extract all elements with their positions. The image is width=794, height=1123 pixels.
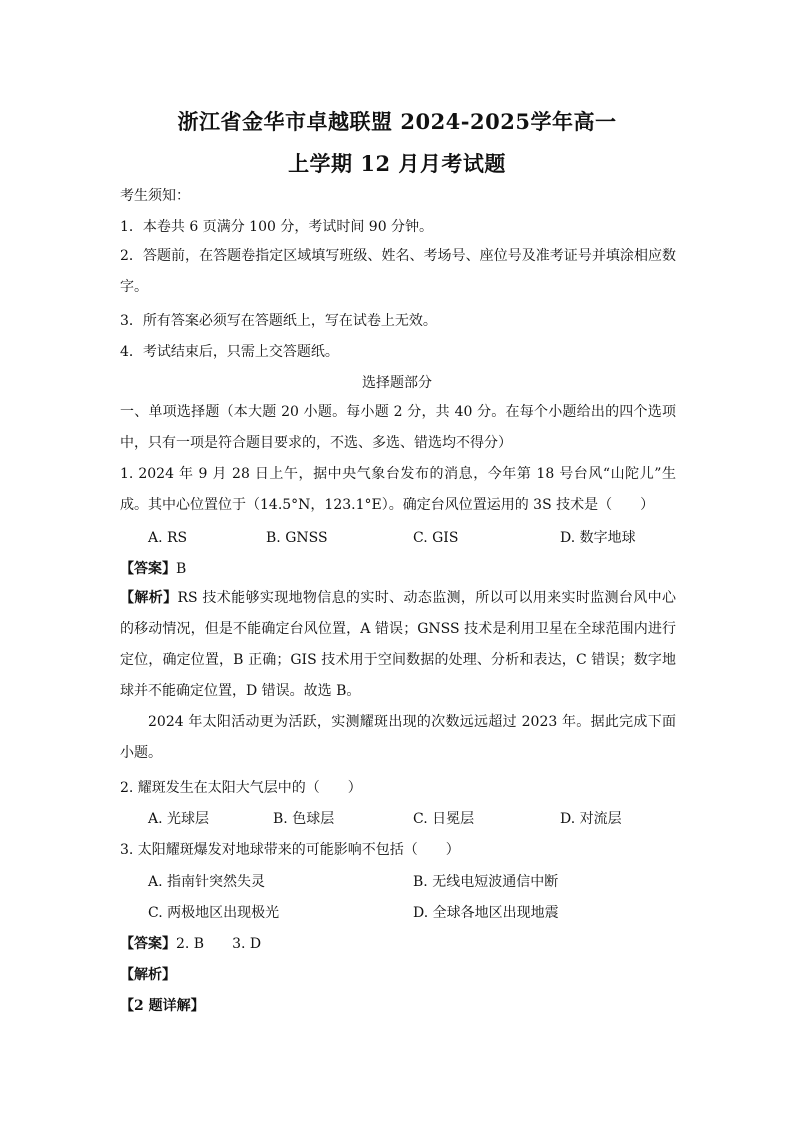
exam-title-line1: 浙江省金华市卓越联盟 2024-2025学年高一 bbox=[177, 109, 617, 134]
answer-label: 【答案】 bbox=[120, 936, 176, 952]
q2-option-a: A. 光球层 bbox=[148, 811, 210, 827]
q2-detail-label: 【2 题详解】 bbox=[120, 998, 205, 1014]
section-title: 选择题部分 bbox=[362, 375, 432, 391]
q1-option-c: C. GIS bbox=[413, 530, 459, 546]
q3-option-a: A. 指南针突然失灵 bbox=[148, 874, 266, 890]
q1-option-d: D. 数字地球 bbox=[560, 530, 636, 546]
q2-q3-analysis-label: 【解析】 bbox=[120, 967, 176, 983]
q3-option-b: B. 无线电短波通信中断 bbox=[413, 874, 559, 890]
exam-title-line2: 上学期 12 月月考试题 bbox=[288, 151, 506, 176]
q1-option-a: A. RS bbox=[148, 530, 188, 546]
answer-value: 2. B 3. D bbox=[176, 936, 262, 952]
q2-option-c: C. 日冕层 bbox=[413, 811, 475, 827]
q1-analysis bbox=[120, 583, 676, 707]
notice-item-1: 1．本卷共 6 页满分 100 分，考试时间 90 分钟。 bbox=[120, 219, 434, 235]
q3-option-d: D. 全球各地区出现地震 bbox=[413, 905, 559, 921]
answer-value: B bbox=[176, 561, 187, 577]
notice-item-3: 3．所有答案必须写在答题纸上，写在试卷上无效。 bbox=[120, 313, 437, 329]
material-text: 2024 年太阳活动更为活跃，实测耀斑出现的次数远远超过 2023 年。据此完成下面小题。 bbox=[120, 714, 676, 761]
notice-item-2: 2．答题前，在答题卷指定区域填写班级、姓名、考场号、座位号及准考证号并填涂相应数字。 bbox=[120, 248, 676, 295]
q2-option-d: D. 对流层 bbox=[560, 811, 622, 827]
q3-option-c: C. 两极地区出现极光 bbox=[148, 905, 280, 921]
answer-label: 【答案】 bbox=[120, 561, 176, 577]
analysis-text: RS 技术能够实现地物信息的实时、动态监测，所以可以用来实时监测台风中心的移动情况，但是不能确定台风位置，A 错误；GNSS 技术是利用卫星在全球范围内进行定位，确定位置，B 正确；GIS 技术用于空间数据的处理、分析和表达，C 错误；数字地球并不能确定位置，D 错误。故选 B。 bbox=[120, 590, 676, 699]
notice-heading: 考生须知： bbox=[120, 188, 190, 204]
q2-option-b: B. 色球层 bbox=[273, 811, 335, 827]
question-1-stem: 1. 2024 年 9 月 28 日上午，据中央气象台发布的消息，今年第 18 号台风“山陀儿”生成。其中心位置位于（14.5°N，123.1°E）。确定台风位置运用的 3S 技术是（ ） bbox=[120, 466, 676, 513]
analysis-label: 【解析】 bbox=[120, 590, 178, 606]
q2-q3-answer bbox=[120, 934, 261, 954]
q1-option-b: B. GNSS bbox=[266, 530, 328, 546]
notice-item-4: 4．考试结束后，只需上交答题纸。 bbox=[120, 344, 339, 360]
question-2-stem: 2. 耀斑发生在太阳大气层中的（ ） bbox=[120, 780, 362, 796]
question-3-stem: 3. 太阳耀斑爆发对地球带来的可能影响不包括（ ） bbox=[120, 842, 460, 858]
section-intro: 一、单项选择题（本大题 20 小题。每小题 2 分，共 40 分。在每个小题给出的四个选项中，只有一项是符合题目要求的，不选、多选、错选均不得分） bbox=[120, 404, 676, 451]
q1-answer bbox=[120, 559, 186, 579]
